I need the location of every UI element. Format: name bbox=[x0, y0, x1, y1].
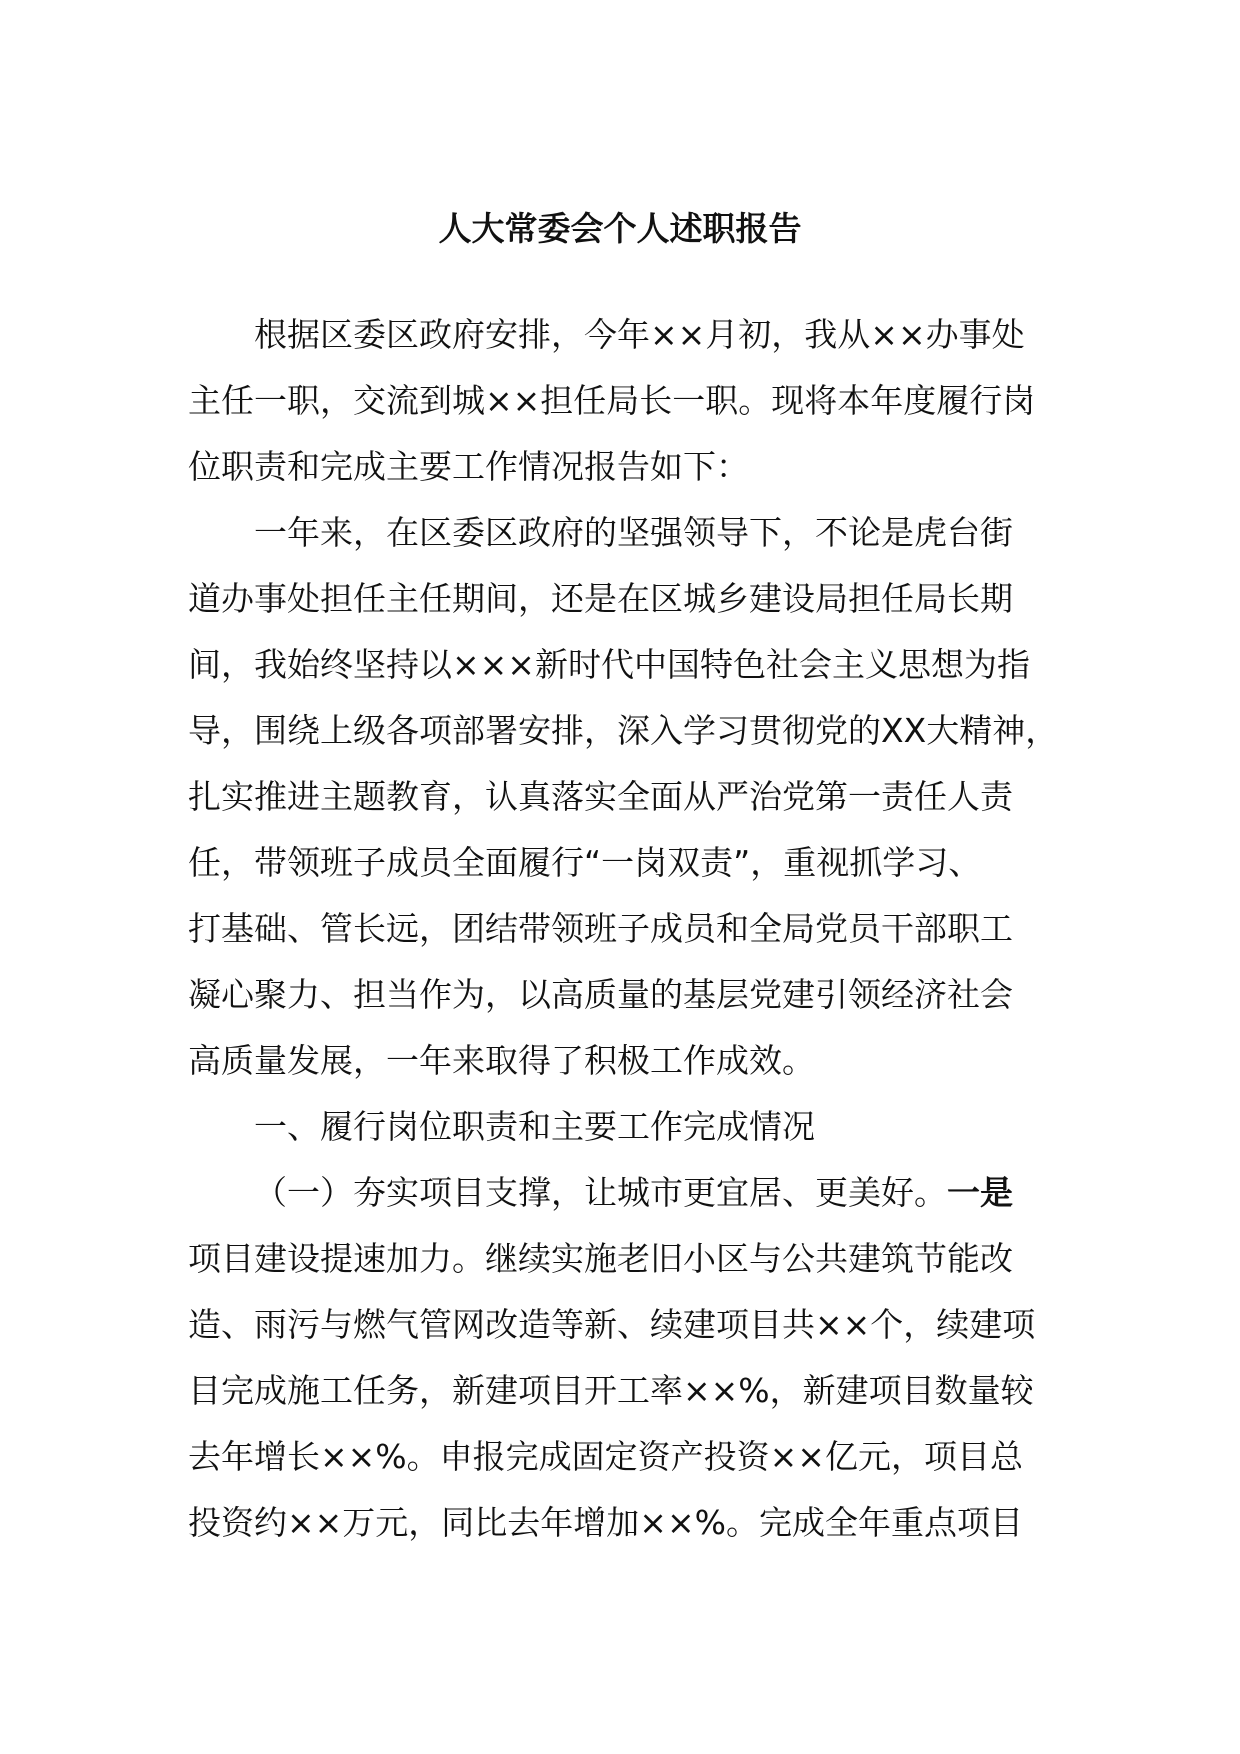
paragraph-line: 凝心聚力、担当作为，以高质量的基层党建引领经济社会 bbox=[188, 975, 1013, 1014]
subsection-heading-text: （一）夯实项目支撑，让城市更宜居、更美好。 bbox=[254, 1173, 947, 1212]
paragraph-line: 任，带领班子成员全面履行“一岗双责”，重视抓学习、 bbox=[188, 843, 982, 882]
paragraph-line: 间，我始终坚持以×××新时代中国特色社会主义思想为指 bbox=[188, 645, 1030, 684]
paragraph-line: 去年增长××%。申报完成固定资产投资××亿元，项目总 bbox=[188, 1437, 1023, 1476]
document-body bbox=[188, 302, 1088, 1556]
paragraph-line: 打基础、管长远，团结带领班子成员和全局党员干部职工 bbox=[188, 909, 1013, 948]
paragraph-line: 项目建设提速加力。继续实施老旧小区与公共建筑节能改 bbox=[188, 1239, 1013, 1278]
bold-lead-text: 一是 bbox=[947, 1173, 1013, 1212]
paragraph-line: 造、雨污与燃气管网改造等新、续建项目共××个，续建项 bbox=[188, 1305, 1036, 1344]
paragraph-line: 道办事处担任主任期间，还是在区城乡建设局担任局长期 bbox=[188, 579, 1013, 618]
document-title: 人大常委会个人述职报告 bbox=[438, 209, 802, 248]
paragraph-line: 投资约××万元，同比去年增加××%。完成全年重点项目 bbox=[188, 1503, 1023, 1542]
paragraph-line: 扎实推进主题教育，认真落实全面从严治党第一责任人责 bbox=[188, 777, 1013, 816]
paragraph-line: 一年来，在区委区政府的坚强领导下，不论是虎台街 bbox=[254, 513, 1013, 552]
paragraph-line: 根据区委区政府安排，今年××月初，我从××办事处 bbox=[254, 315, 1025, 354]
subsection-line bbox=[188, 1160, 1088, 1226]
paragraph-line: 高质量发展，一年来取得了积极工作成效。 bbox=[188, 1041, 815, 1080]
paragraph-line: 主任一职，交流到城××担任局长一职。现将本年度履行岗 bbox=[188, 381, 1036, 420]
section-heading: 一、履行岗位职责和主要工作完成情况 bbox=[254, 1107, 815, 1146]
paragraph-line: 导，围绕上级各项部署安排，深入学习贯彻党的XX大精神， bbox=[188, 711, 1059, 750]
paragraph-line: 位职责和完成主要工作情况报告如下： bbox=[188, 447, 749, 486]
paragraph-line: 目完成施工任务，新建项目开工率××%，新建项目数量较 bbox=[188, 1371, 1034, 1410]
